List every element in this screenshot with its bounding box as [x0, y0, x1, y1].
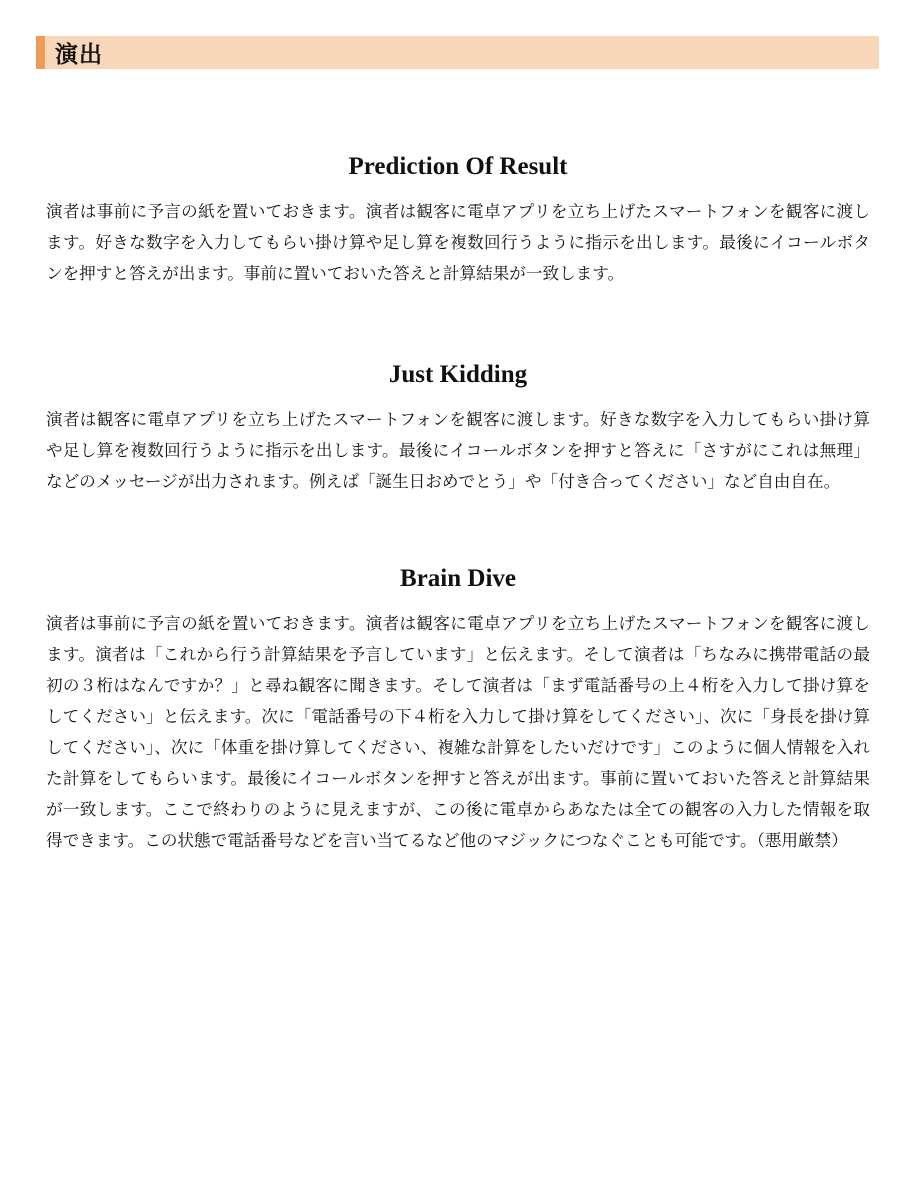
trick-brain-dive	[46, 564, 870, 856]
section-title: 演出	[55, 42, 103, 68]
trick-prediction-of-result	[46, 152, 870, 289]
trick-description: 演者は観客に電卓アプリを立ち上げたスマートフォンを観客に渡します。好きな数字を入力してもらい掛け算や足し算を複数回行うように指示を出します。最後にイコールボタンを押すと答えに「さすがにこれは無理」などのメッセージが出力されます。例えば「誕生日おめでとう」や「付き合ってください」など自由自在。	[46, 410, 870, 491]
trick-title: Just Kidding	[388, 361, 528, 388]
section-header	[36, 36, 879, 69]
trick-description: 演者は事前に予言の紙を置いておきます。演者は観客に電卓アプリを立ち上げたスマートフォンを観客に渡します。好きな数字を入力してもらい掛け算や足し算を複数回行うように指示を出します。最後にイコールボタンを押すと答えが出ます。事前に置いておいた答えと計算結果が一致します。	[46, 202, 870, 283]
trick-just-kidding	[46, 360, 870, 497]
section-header-accent-bar	[36, 36, 45, 69]
trick-title: Brain Dive	[400, 565, 516, 592]
trick-description: 演者は事前に予言の紙を置いておきます。演者は観客に電卓アプリを立ち上げたスマートフォンを観客に渡します。演者は「これから行う計算結果を予言しています」と伝えます。そして演者は「ちなみに携帯電話の最初の３桁はなんですか？」と尋ね観客に聞きます。そして演者は「まず電話番号の上４桁を入力して掛け算をしてください」と伝えます。次に「電話番号の下４桁を入力して掛け算をしてください」、次に「身長を掛け算してください」、次に「体重を掛け算してください、複雑な計算をしたいだけです」このように個人情報を入れた計算をしてもらいます。最後にイコールボタンを押すと答えが出ます。事前に置いておいた答えと計算結果が一致します。ここで終わりのように見えますが、この後に電卓からあなたは全ての観客の入力した情報を取得できます。この状態で電話番号などを言い当てるなど他のマジックにつなぐことも可能です。（悪用厳禁）	[46, 614, 870, 850]
trick-title: Prediction Of Result	[348, 153, 568, 180]
